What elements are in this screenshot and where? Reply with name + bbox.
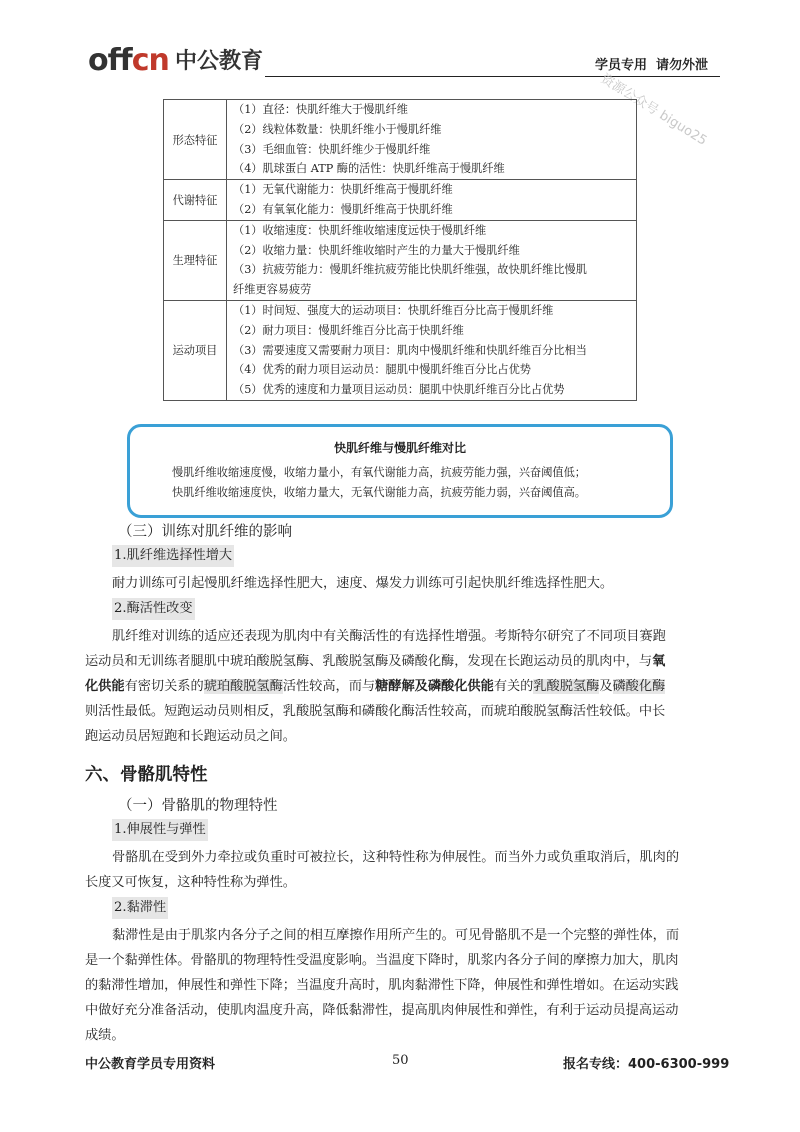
table-detail-line: （1）时间短、强度大的运动项目：快肌纤维百分比高于慢肌纤维 <box>233 303 554 317</box>
table-detail-line: （3）需要速度又需要耐力项目：肌肉中慢肌纤维和快肌纤维百分比相当 <box>233 343 587 357</box>
table-row <box>164 220 637 300</box>
section-6-sub1-heading: 1.伸展性与弹性 <box>112 819 208 841</box>
elasticity-paragraph <box>85 845 718 895</box>
text-line: 黏滞性是由于肌浆内各分子之间的相互摩擦作用所产生的。可见骨骼肌不是一个完整的弹性体，而 <box>112 928 680 943</box>
highlight-term: 乳酸脱氢酶 <box>533 679 600 694</box>
logo-accent: cn <box>131 43 169 78</box>
table-detail-line: （5）优秀的速度和力量项目运动员：腿肌中快肌纤维百分比占优势 <box>233 383 565 397</box>
text-line: 中做好充分准备活动，使肌肉温度升高，降低黏滞性，提高肌肉伸展性和弹性，有利于运动员提高运动 <box>85 1003 679 1018</box>
footer-hotline: 报名专线：400-6300-999 <box>563 1057 730 1072</box>
table-detail-line: （2）收缩力量：快肌纤维收缩时产生的力量大于慢肌纤维 <box>233 243 520 257</box>
section-3-heading: （三）训练对肌纤维的影响 <box>118 524 292 540</box>
table-category: 生理特征 <box>164 220 227 300</box>
page-number: 50 <box>392 1053 409 1068</box>
text-run: 活性较高，而与 <box>282 679 376 694</box>
header-note: 学员专用 请勿外泄 <box>595 58 709 73</box>
text-line: 长度又可恢复，这种特性称为弹性。 <box>85 875 296 890</box>
text-line: 成绩。 <box>85 1028 125 1043</box>
viscosity-paragraph <box>85 923 718 1048</box>
section-3-sub1-text <box>112 571 718 596</box>
text-line: 耐力训练可引起慢肌纤维选择性肥大，速度、爆发力训练可引起快肌纤维选择性肥大。 <box>112 576 614 591</box>
text-line: 肌纤维对训练的适应还表现为肌肉中有关酶活性的有选择性增强。考斯特尔研究了不同项目赛跑 <box>112 629 666 644</box>
text-line <box>85 674 718 699</box>
table-detail-line: （1）直径：快肌纤维大于慢肌纤维 <box>233 103 408 116</box>
footer-left: 中公教育学员专用资料 <box>85 1057 216 1072</box>
table-details <box>227 180 637 221</box>
table-detail-line: 纤维更容易疲劳 <box>233 283 312 297</box>
section-3-sub1-heading: 1.肌纤维选择性增大 <box>112 545 234 567</box>
table-detail-line: （1）无氧代谢能力：快肌纤维高于慢肌纤维 <box>233 183 453 197</box>
bold-term: 糖酵解及磷酸化供能 <box>375 679 494 694</box>
table-category: 形态特征 <box>164 100 227 180</box>
text-run: 运动员和无训练者腿肌中琥珀酸脱氢酶、乳酸脱氢酶及磷酸化酶，发现在长跑运动员的肌肉中，与 <box>85 654 653 669</box>
logo-latin: offcn <box>88 43 169 78</box>
table-details <box>227 100 637 180</box>
fiber-feature-table <box>163 99 637 401</box>
table-details <box>227 220 637 300</box>
table-detail-line: （3）毛细血管：快肌纤维少于慢肌纤维 <box>233 142 431 156</box>
table-detail-line: （4）肌球蛋白 ATP 酶的活性：快肌纤维高于慢肌纤维 <box>233 162 505 176</box>
watermark: 资源公众号 biguo25 <box>597 71 710 149</box>
text-line: 的黏滞性增加，伸展性和弹性下降；当温度升高时，肌肉黏滞性下降，伸展性和弹性增如。在运动实践 <box>85 978 679 993</box>
text-run: 有密切关系的 <box>124 679 204 694</box>
compare-line-slow: 慢肌纤维收缩速度慢，收缩力量小，有氧代谢能力高，抗疲劳能力强，兴奋阈值低； <box>172 466 586 479</box>
section-3-sub2-heading: 2.酶活性改变 <box>112 598 195 620</box>
text-line: 则活性最低。短跑运动员则相反，乳酸脱氢酶和磷酸化酶活性较高，而琥珀酸脱氢酶活性较低。中长 <box>85 704 666 719</box>
section-6-heading: 六、骨骼肌特性 <box>85 765 208 785</box>
section-6-sub2-heading: 2.黏滞性 <box>112 897 168 919</box>
section-6-sub-heading: （一）骨骼肌的物理特性 <box>118 798 278 814</box>
text-line: 跑运动员居短跑和长跑运动员之间。 <box>85 729 296 744</box>
header-rule <box>265 76 720 77</box>
table-row <box>164 180 637 221</box>
compare-line-fast: 快肌纤维收缩速度快，收缩力量大，无氧代谢能力高，抗疲劳能力弱，兴奋阈值高。 <box>172 486 586 499</box>
table-row <box>164 100 637 180</box>
table-row <box>164 300 637 400</box>
table-category: 代谢特征 <box>164 180 227 221</box>
text-run: 有关的 <box>493 679 534 694</box>
table-detail-line: （3）抗疲劳能力：慢肌纤维抗疲劳能比快肌纤维强，故快肌纤维比慢肌 <box>233 263 587 277</box>
highlight-term: 磷酸化酶 <box>612 679 666 694</box>
compare-box-title: 快肌纤维与慢肌纤维对比 <box>333 441 466 455</box>
text-line: 是一个黏弹性体。骨骼肌的物理特性受温度影响。当温度下降时，肌浆内各分子间的摩擦力加大，肌肉 <box>85 953 679 968</box>
text-line: 骨骼肌在受到外力牵拉或负重时可被拉长，这种特性称为伸展性。而当外力或负重取消后，肌肉的 <box>112 850 680 865</box>
table-detail-line: （1）收缩速度：快肌纤维收缩速度远快于慢肌纤维 <box>233 223 487 237</box>
text-run: 及 <box>599 679 613 694</box>
brand-name: 中公教育 <box>175 49 264 74</box>
enzyme-paragraph <box>85 624 718 749</box>
table-category: 运动项目 <box>164 300 227 400</box>
table-detail-line: （4）优秀的耐力项目运动员：腿肌中慢肌纤维百分比占优势 <box>233 363 531 377</box>
compare-box <box>127 424 673 518</box>
table-detail-line: （2）线粒体数量：快肌纤维小于慢肌纤维 <box>233 122 442 136</box>
highlight-term: 琥珀酸脱氢酶 <box>203 679 283 694</box>
bold-term: 氧 <box>652 654 666 669</box>
table-detail-line: （2）有氧氧化能力：慢肌纤维高于快肌纤维 <box>233 202 453 216</box>
text-line <box>85 649 718 674</box>
bold-term: 化供能 <box>85 679 125 694</box>
table-details <box>227 300 637 400</box>
logo <box>88 44 169 78</box>
table-detail-line: （2）耐力项目：慢肌纤维百分比高于快肌纤维 <box>233 323 464 337</box>
